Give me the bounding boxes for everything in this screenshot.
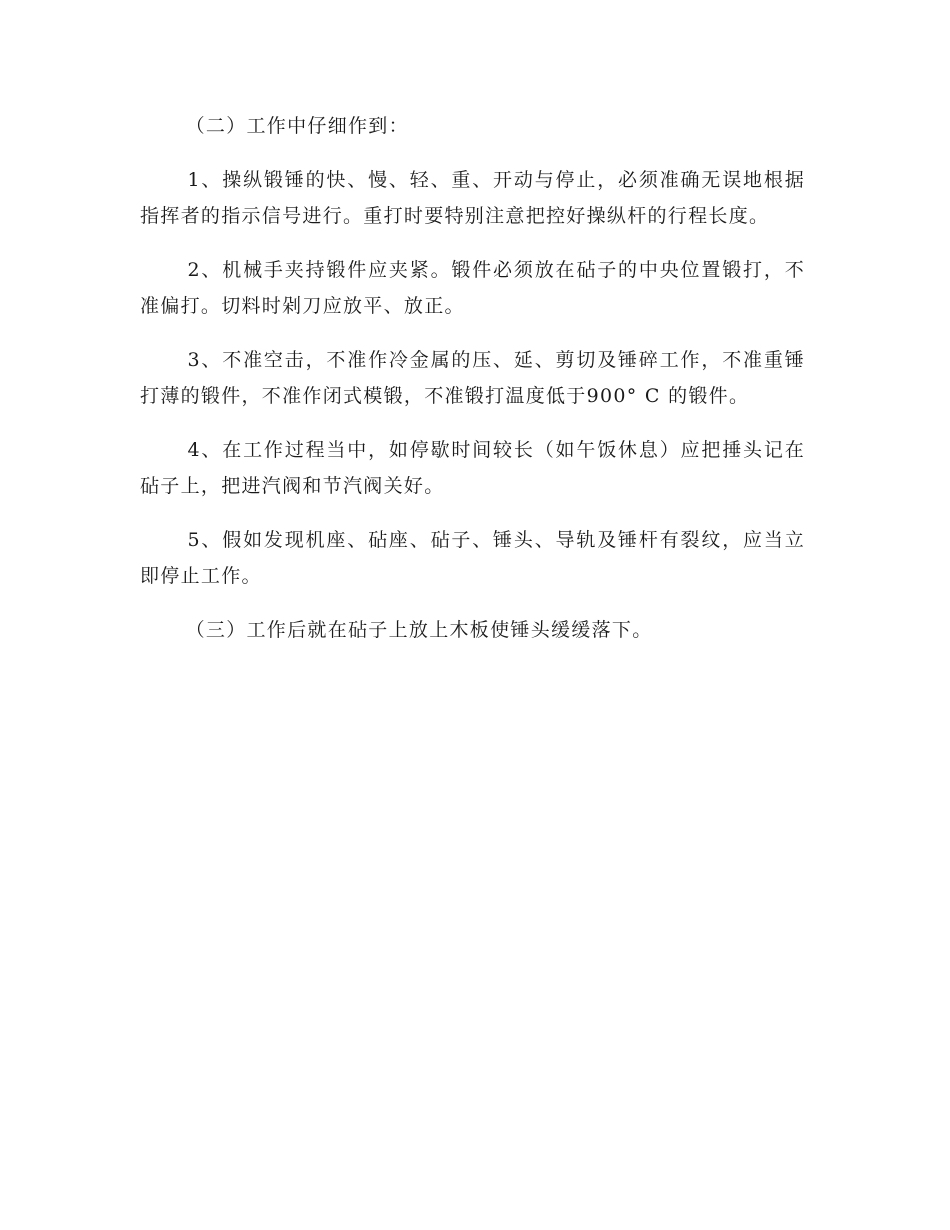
document-body xyxy=(140,108,805,666)
rule-item-4: 4、在工作过程当中，如停歇时间较长（如午饭休息）应把捶头记在砧子上，把进汽阀和节汽阀关好。 xyxy=(140,439,805,497)
rule-item-5: 5、假如发现机座、砧座、砧子、锤头、导轨及锤杆有裂纹，应当立即停止工作。 xyxy=(140,529,805,587)
rule-item-3: 3、不准空击，不准作冷金属的压、延、剪切及锤碎工作，不准重锤打薄的锻件，不准作闭式模锻，不准锻打温度低于900° C 的锻件。 xyxy=(140,349,805,407)
rule-item-1: 1、操纵锻锤的快、慢、轻、重、开动与停止，必须准确无误地根据指挥者的指示信号进行。重打时要特别注意把控好操纵杆的行程长度。 xyxy=(140,169,805,227)
section-heading-3: （三）工作后就在砧子上放上木板使锤头缓缓落下。 xyxy=(185,619,653,641)
rule-item-2: 2、机械手夹持锻件应夹紧。锻件必须放在砧子的中央位置锻打，不准偏打。切料时剁刀应放平、放正。 xyxy=(140,259,805,317)
section-heading-2: （二）工作中仔细作到： xyxy=(185,115,409,137)
